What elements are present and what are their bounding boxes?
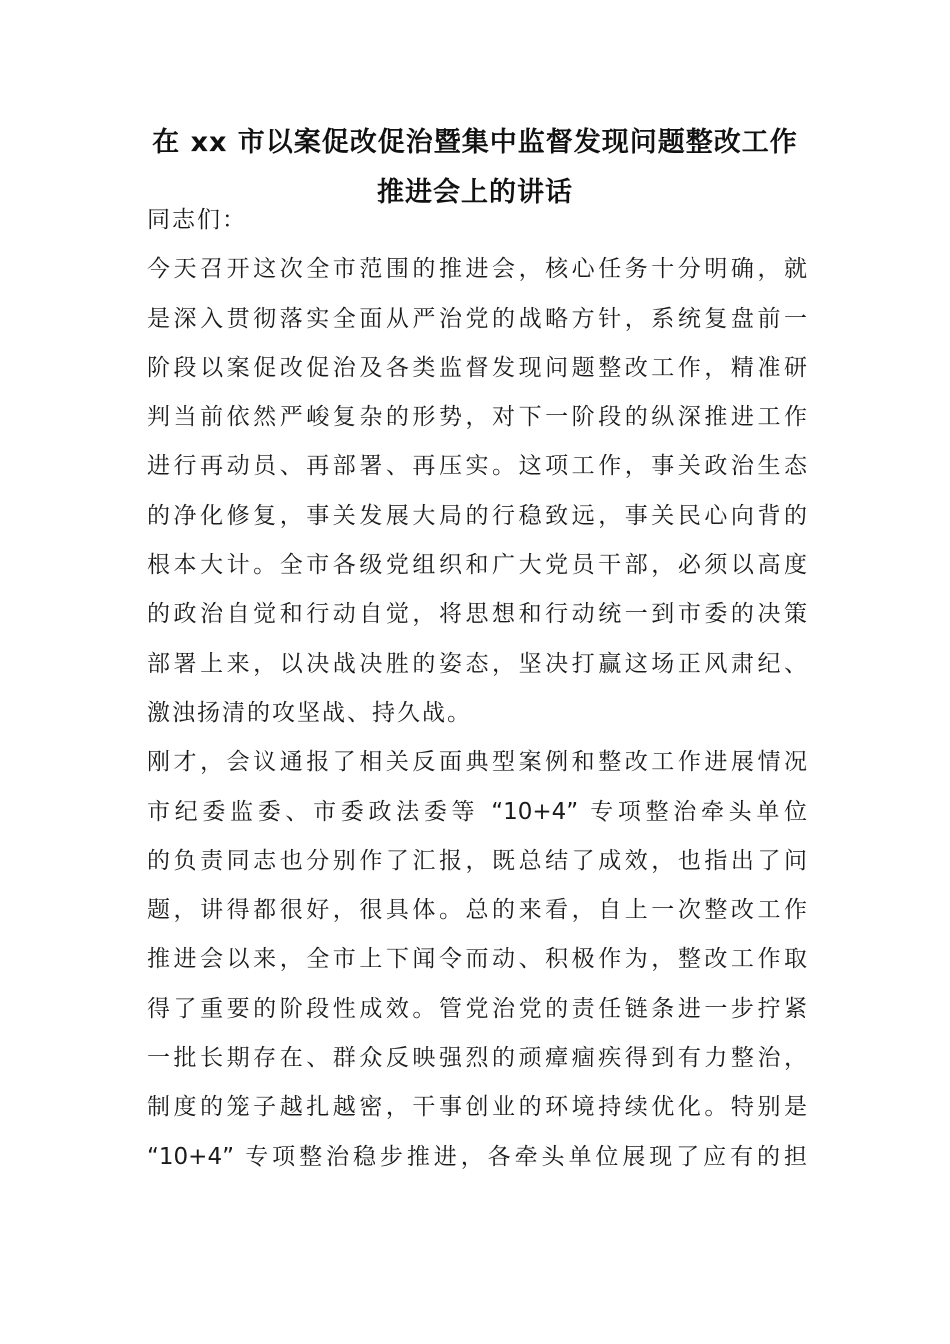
title-line-1: 在 xx 市以案促改促治暨集中监督发现问题整改工作 bbox=[152, 127, 798, 158]
speech-body bbox=[147, 196, 807, 1182]
paragraph-line: 阶段以案促改促治及各类监督发现问题整改工作，精准研 bbox=[147, 354, 807, 381]
paragraph-2 bbox=[147, 738, 807, 1182]
title-line-2: 推进会上的讲话 bbox=[377, 177, 573, 208]
paragraph-line: 根本大计。全市各级党组织和广大党员干部，必须以高度 bbox=[147, 552, 807, 579]
paragraph-line: 一批长期存在、群众反映强烈的顽瘴痼疾得到有力整治， bbox=[147, 1045, 807, 1072]
paragraph-line: 制度的笼子越扎越密，干事创业的环境持续优化。特别是 bbox=[147, 1094, 807, 1121]
paragraph-line: 激浊扬清的攻坚战、持久战。 bbox=[147, 699, 472, 726]
paragraph-line: 题，讲得都很好，很具体。总的来看，自上一次整改工作 bbox=[147, 897, 807, 924]
paragraph-line: 今天召开这次全市范围的推进会，核心任务十分明确，就 bbox=[147, 256, 807, 283]
paragraph-line: 刚才，会议通报了相关反面典型案例和整改工作进展情况 bbox=[147, 749, 807, 776]
paragraph-line: 推进会以来，全市上下闻令而动、积极作为，整改工作取 bbox=[147, 946, 807, 973]
paragraph-line: 的政治自觉和行动自觉，将思想和行动统一到市委的决策 bbox=[147, 601, 807, 628]
paragraph-line: 得了重要的阶段性成效。管党治党的责任链条进一步拧紧 bbox=[147, 995, 807, 1022]
paragraph-line: “10+4” 专项整治稳步推进，各牵头单位展现了应有的担 bbox=[147, 1143, 807, 1170]
paragraph-line: 进行再动员、再部署、再压实。这项工作，事关政治生态 bbox=[147, 453, 807, 480]
paragraph-line: 部署上来，以决战决胜的姿态，坚决打赢这场正风肃纪、 bbox=[147, 650, 807, 677]
paragraph-line: 是深入贯彻落实全面从严治党的战略方针，系统复盘前一 bbox=[147, 305, 807, 332]
paragraph-line: 的负责同志也分别作了汇报，既总结了成效，也指出了问 bbox=[147, 847, 807, 874]
paragraph-line: 判当前依然严峻复杂的形势，对下一阶段的纵深推进工作 bbox=[147, 404, 807, 431]
paragraph-1 bbox=[147, 245, 807, 738]
paragraph-line: 市纪委监委、市委政法委等 “10+4” 专项整治牵头单位 bbox=[147, 798, 807, 825]
paragraph-line: 的净化修复，事关发展大局的行稳致远，事关民心向背的 bbox=[147, 502, 807, 529]
salutation: 同志们： bbox=[147, 207, 247, 233]
